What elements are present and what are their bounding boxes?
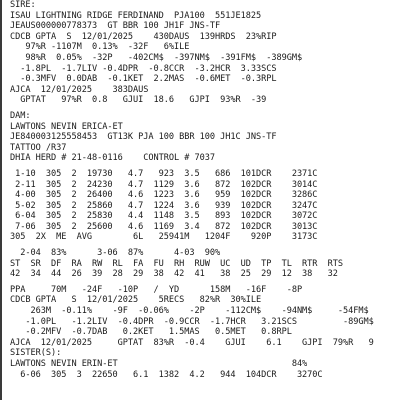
- text-line: 2-04 83% 3-06 87% 4-03 90%: [10, 248, 221, 259]
- text-line: AJCA 12/01/2025 383DAUS: [10, 84, 149, 95]
- text-line: JEAUS000000778373 GT BBR 100 JH1F JNS-TF: [10, 21, 221, 32]
- text-line: ST SR DF RA RW RL FA FU RH RUW UC UD TP TL RTR RTS: [10, 258, 344, 269]
- text-line: SIRE:: [10, 0, 36, 10]
- dam-evaluation-section: [10, 285, 398, 349]
- text-line: LAWTONS NEVIN ERIN-ET 84%: [10, 359, 308, 369]
- text-line: ISAU LIGHTNING RIDGE FERDINAND PJA100 551JE1825: [10, 10, 262, 21]
- text-line: 97%R -1107M 0.13% -32F 6%ILE: [10, 42, 190, 53]
- text-line: PPA 70M -24F -10P / YD 158M -16F -8P: [10, 284, 303, 295]
- text-line: -1.0PL -1.2LIV -0.4DPR -0.9CCR -1.7HCR 3.21SCS -89GM$: [10, 316, 374, 327]
- text-line: 7-06 305 2 25600 4.6 1169 3.4 872 102DCR 3013C: [10, 221, 318, 232]
- text-line: 2-11 305 2 24230 4.7 1129 3.6 872 102DCR 3014C: [10, 179, 318, 190]
- text-line: 263M -0.11% -9F -0.06% -2P -112CM$ -94NM$ -54FM$: [10, 306, 369, 317]
- text-line: DAM:: [10, 110, 31, 121]
- dam-records-table: [10, 169, 398, 243]
- text-line: DHIA HERD # 21-48-0116 CONTROL # 7037: [10, 153, 215, 164]
- dam-section: [10, 111, 398, 164]
- sire-section: [10, 0, 398, 106]
- text-line: AJCA 12/01/2025 GPTAT 83%R -0.4 GJUI 6.1 GJPI 79%R 9: [10, 337, 374, 348]
- text-line: -0.3MFV 0.0DAB -0.1KET 2.2MAS -0.6MET -0.3RPL: [10, 74, 277, 85]
- text-line: 305 2X ME AVG 6L 25941M 1204F 920P 3173C: [10, 232, 318, 243]
- linear-appraisal-section: [10, 248, 398, 280]
- text-line: -0.2MFV -0.7DAB 0.2KET 1.5MAS 0.5MET 0.8RPL: [10, 327, 292, 338]
- sisters-section: [10, 348, 398, 380]
- text-line: CDCB GPTA S 12/01/2025 5RECS 82%R 30%ILE: [10, 295, 262, 306]
- text-line: CDCB GPTA S 12/01/2025 430DAUS 139HRDS 23%RIP: [10, 31, 277, 42]
- text-line: 42 34 44 26 39 28 29 38 42 41 38 25 29 12 38 32: [10, 269, 338, 280]
- text-line: LAWTONS NEVIN ERICA-ET: [10, 121, 123, 132]
- text-line: -1.8PL -1.7LIV -0.4DPR -0.8CCR -3.2HCR 3.33SCS: [10, 63, 277, 74]
- text-line: JE840003125558453 GT13K PJA 100 BBR 100 JH1C JNS-TF: [10, 132, 277, 143]
- text-line: 6-04 305 2 25830 4.4 1148 3.5 893 102DCR 3072C: [10, 211, 318, 222]
- text-line: 1-10 305 2 19730 4.7 923 3.5 686 101DCR 2371C: [10, 168, 318, 179]
- text-line: SISTER(S):: [10, 348, 62, 359]
- text-line: 4-00 305 2 26400 4.6 1223 3.6 959 102DCR 3286C: [10, 190, 318, 201]
- text-line: GPTAT 97%R 0.8 GJUI 18.6 GJPI 93%R -39: [10, 95, 267, 106]
- text-line: 6-06 305 3 22650 6.1 1382 4.2 944 104DCR 3270C: [10, 369, 323, 380]
- text-line: 98%R 0.05% -32P -402CM$ -397NM$ -391FM$ -389GM$: [10, 52, 303, 63]
- text-line: TATTOO /R37: [10, 142, 67, 153]
- text-line: 5-02 305 2 25860 4.7 1224 3.6 939 102DCR 3247C: [10, 200, 318, 211]
